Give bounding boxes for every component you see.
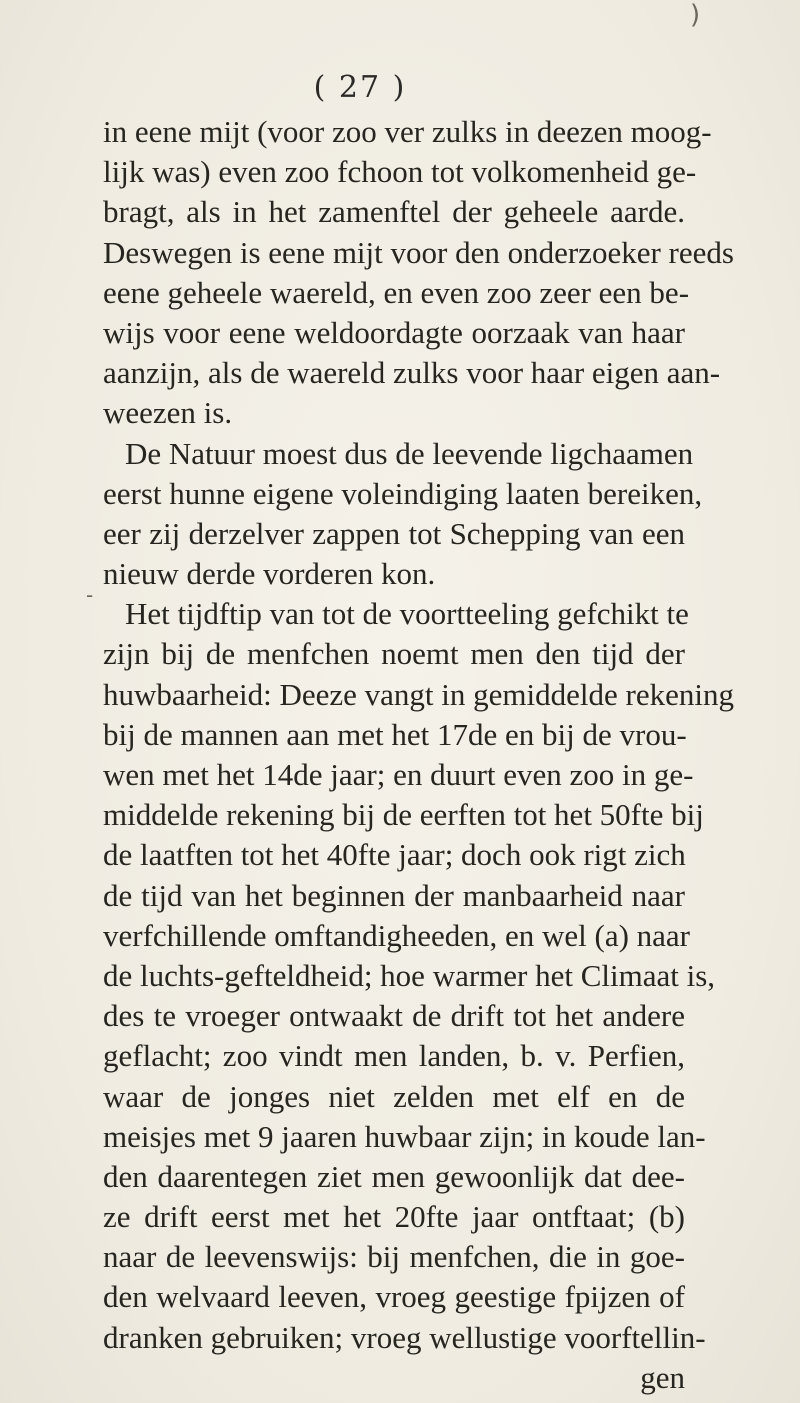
text-line: lijk was) even zoo fchoon tot volkomenheid ge-	[103, 154, 697, 190]
text-line: geflacht; zoo vindt men landen, b. v. Perfien,	[103, 1038, 685, 1074]
text-line: in eene mijt (voor zoo ver zulks in deezen moog-	[103, 114, 712, 149]
text-line: Het tijdftip van tot de voortteeling gefchikt te	[125, 596, 689, 632]
text-line: De Natuur moest dus de leevende ligchaamen	[125, 435, 694, 471]
text-line: des te vroeger ontwaakt de drift tot het andere	[103, 998, 685, 1034]
text-line: ze drift eerst met het 20fte jaar ontftaat; (b)	[103, 1199, 685, 1235]
text-line: meisjes met 9 jaaren huwbaar zijn; in koude lan-	[103, 1118, 706, 1154]
catchword: gen	[640, 1359, 685, 1395]
text-line: aanzijn, als de waereld zulks voor haar eigen aan-	[103, 355, 721, 391]
text-line: eer zij derzelver zappen tot Schepping van een	[103, 515, 685, 551]
body-text	[103, 112, 734, 1398]
text-line: wen met het 14de jaar; en duurt even zoo in ge-	[103, 757, 694, 792]
margin-dash: -	[86, 583, 94, 607]
text-line: huwbaarheid: Deeze vangt in gemiddelde rekening	[103, 676, 734, 712]
text-line: zijn bij de menfchen noemt men den tijd der	[103, 636, 685, 672]
text-line: naar de leevenswijs: bij menfchen, die in goe-	[103, 1239, 685, 1275]
text-line: Deswegen is eene mijt voor den onderzoeker reeds	[103, 234, 734, 270]
text-line: dranken gebruiken; vroeg wellustige voorftellin-	[103, 1319, 706, 1355]
text-line: wijs voor eene weldoordagte oorzaak van haar	[103, 314, 685, 350]
text-line: eerst hunne eigene voleindiging laaten bereiken,	[103, 475, 703, 511]
text-line: de tijd van het beginnen der manbaarheid naar	[103, 877, 685, 913]
text-line: eene geheele waereld, en even zoo zeer een be-	[103, 274, 690, 310]
text-line: den daarentegen ziet men gewoonlijk dat dee-	[103, 1158, 685, 1194]
text-line: bij de mannen aan met het 17de en bij de vrou-	[103, 716, 687, 752]
page-number: ( 27 )	[313, 70, 407, 105]
text-line: nieuw derde vorderen kon.	[103, 556, 436, 592]
text-line: bragt, als in het zamenftel der geheele aarde.	[103, 194, 685, 230]
text-line: waar de jonges niet zelden met elf en de	[103, 1078, 685, 1114]
margin-mark: )	[690, 0, 701, 30]
text-line: de luchts-gefteldheid; hoe warmer het Climaat is,	[103, 957, 716, 993]
text-line: de laatften tot het 40fte jaar; doch ook rigt zich	[103, 837, 686, 873]
text-line: den welvaard leeven, vroeg geestige fpijzen of	[103, 1279, 685, 1315]
text-line: middelde rekening bij de eerften tot het 50fte bij	[103, 797, 704, 833]
text-line: verfchillende omftandigheeden, en wel (a) naar	[103, 917, 690, 953]
text-line: weezen is.	[103, 395, 233, 431]
